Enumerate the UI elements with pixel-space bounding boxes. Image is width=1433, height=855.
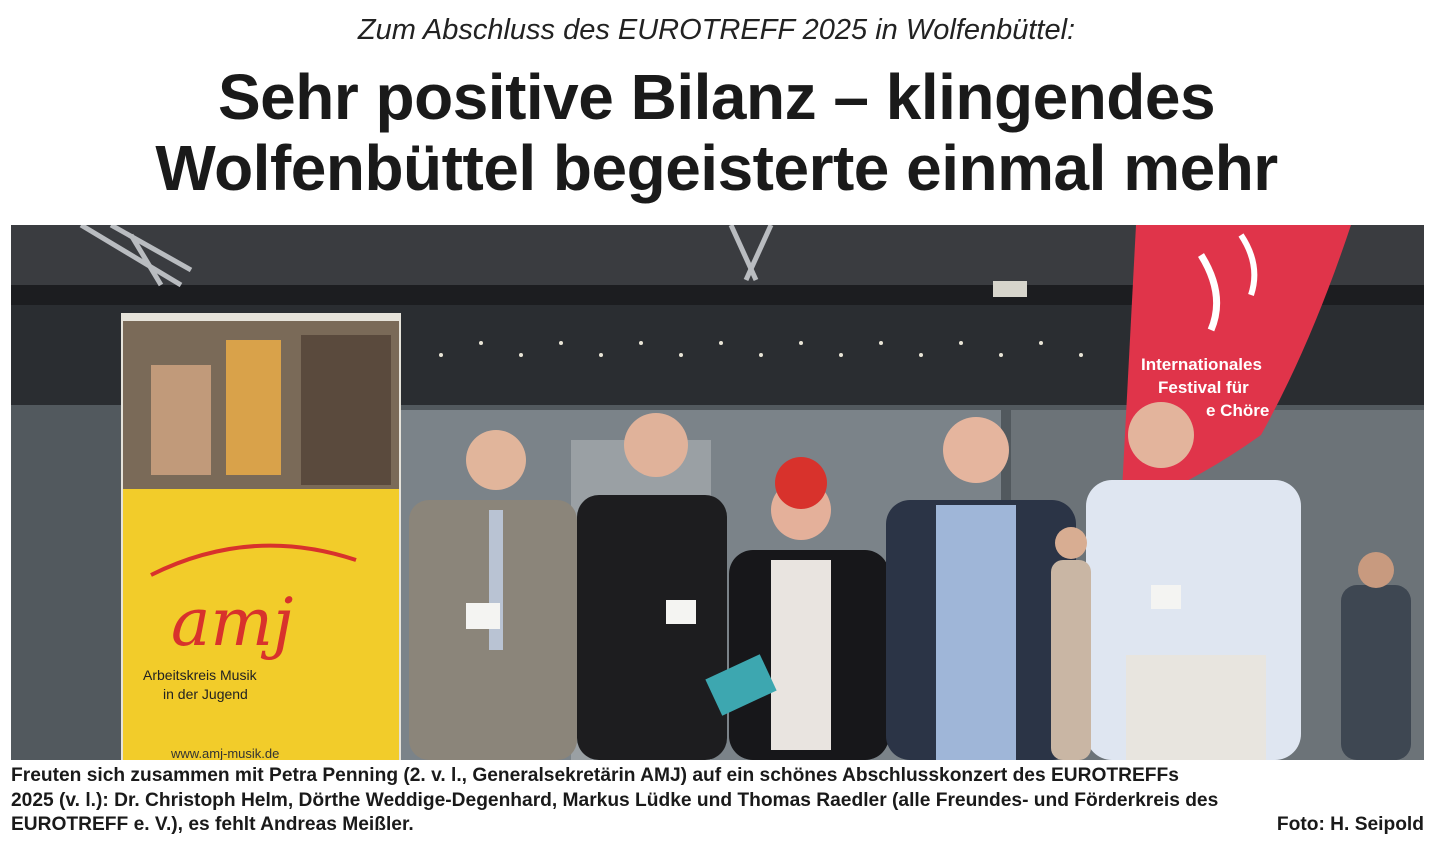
amj-logo-text: amj [171, 584, 294, 661]
photo-caption [11, 764, 1424, 838]
article-photo [11, 225, 1424, 760]
amj-org-line-1: Arbeitskreis Musik [143, 667, 257, 683]
flag-line-1: Internationales [1141, 355, 1262, 374]
article-kicker: Zum Abschluss des EUROTREFF 2025 in Wolfenbüttel: [357, 14, 1076, 46]
headline-line-1: Sehr positive Bilanz – klingendes [217, 61, 1216, 133]
caption-line-2: 2025 (v. l.): Dr. Christoph Helm, Dörthe Weddige-Degenhard, Markus Lüdke und Thomas Raedler (alle Freundes- und Förderkreis des [11, 789, 1219, 811]
flag-line-3: e Chöre [1206, 401, 1270, 420]
amj-url: www.amj-musik.de [171, 746, 280, 760]
caption-line-3: EUROTREFF e. V.), es fehlt Andreas Meißler. [11, 814, 414, 835]
flag-line-2: Festival für [1158, 378, 1249, 397]
caption-line-1: Freuten sich zusammen mit Petra Penning (2. v. l., Generalsekretärin AMJ) auf ein schönes Abschlusskonzert des EUROTREFFs [11, 765, 1179, 786]
amj-banner [121, 313, 401, 760]
amj-org-line-2: in der Jugend [163, 686, 248, 702]
article-headline [0, 62, 1433, 204]
headline-line-2: Wolfenbüttel begeisterte einmal mehr [155, 132, 1278, 204]
photo-credit: Foto: H. Seipold [1276, 814, 1424, 835]
